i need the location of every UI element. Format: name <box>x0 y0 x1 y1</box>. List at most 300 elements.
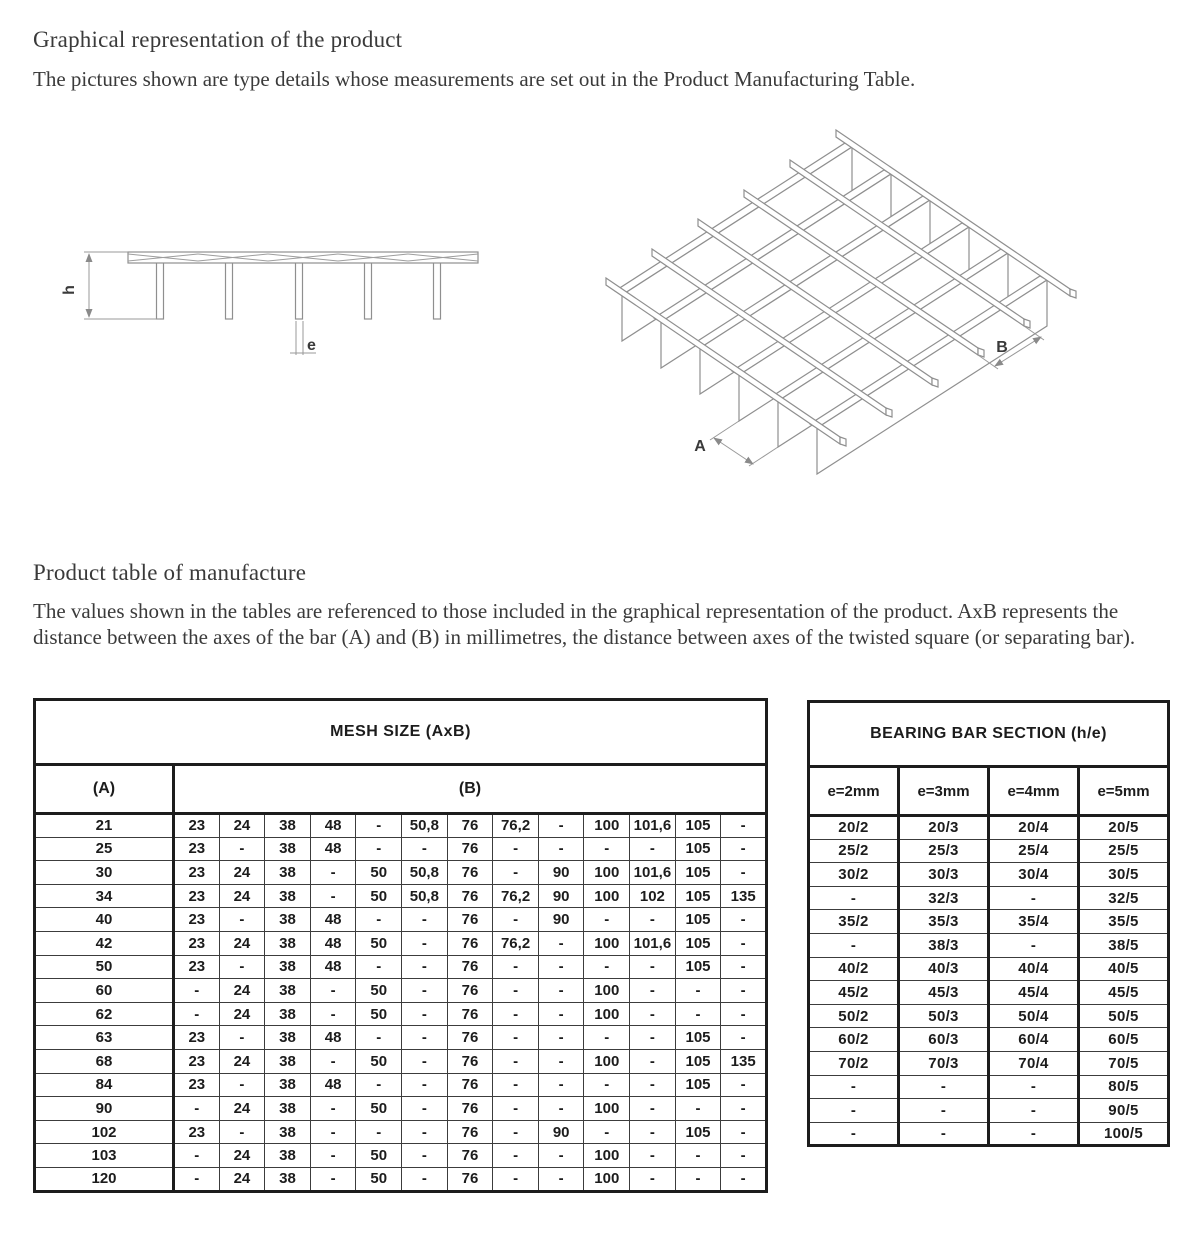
table-cell: - <box>584 837 630 861</box>
table-cell: 21 <box>35 814 174 838</box>
table-cell: - <box>538 837 584 861</box>
table-cell: 100/5 <box>1079 1122 1169 1146</box>
table-cell: 60/4 <box>989 1028 1079 1052</box>
table-cell: 38 <box>265 931 311 955</box>
table-row <box>35 861 767 885</box>
table-cell: - <box>630 1097 676 1121</box>
table-cell: 60/2 <box>809 1028 899 1052</box>
table-row <box>35 1167 767 1191</box>
table-cell: 40/5 <box>1079 957 1169 981</box>
table-cell: - <box>675 1144 721 1168</box>
table-cell: - <box>219 837 265 861</box>
table-cell: 101,6 <box>630 814 676 838</box>
table-cell: - <box>584 908 630 932</box>
table-cell: 38 <box>265 837 311 861</box>
table-cell: 25 <box>35 837 174 861</box>
dimension-a <box>694 421 778 466</box>
table-cell: 103 <box>35 1144 174 1168</box>
table-cell: 105 <box>675 1120 721 1144</box>
dim-b-label: B <box>996 339 1008 356</box>
table-cell: 90 <box>538 908 584 932</box>
table-row <box>809 886 1169 910</box>
table-cell: 50,8 <box>402 884 448 908</box>
table-cell: - <box>721 979 767 1003</box>
table-cell: 135 <box>721 884 767 908</box>
mesh-table-body <box>35 814 767 1192</box>
table-cell: 84 <box>35 1073 174 1097</box>
table-cell: - <box>538 1002 584 1026</box>
table-cell: 76 <box>447 1026 493 1050</box>
table-cell: 76 <box>447 979 493 1003</box>
table-cell: - <box>675 1097 721 1121</box>
table-cell: 90 <box>538 861 584 885</box>
table-cell: - <box>630 908 676 932</box>
side-view-drawing <box>61 252 478 355</box>
table-cell: - <box>402 1073 448 1097</box>
table-cell: 48 <box>310 1073 356 1097</box>
table-row <box>809 957 1169 981</box>
table-cell: 24 <box>219 1144 265 1168</box>
table-cell: - <box>538 1097 584 1121</box>
table-cell: - <box>402 1097 448 1121</box>
table-cell: 25/4 <box>989 839 1079 863</box>
table-cell: 105 <box>675 955 721 979</box>
table-cell: 63 <box>35 1026 174 1050</box>
table-cell: - <box>174 1167 220 1191</box>
table-cell: 23 <box>174 814 220 838</box>
table-cell: 35/5 <box>1079 910 1169 934</box>
table-cell: 34 <box>35 884 174 908</box>
table-cell: 38 <box>265 884 311 908</box>
table-cell: 23 <box>174 1026 220 1050</box>
table-cell: - <box>538 814 584 838</box>
table-cell: 23 <box>174 1120 220 1144</box>
table-cell: 70/3 <box>899 1051 989 1075</box>
table-cell: 50,8 <box>402 861 448 885</box>
table-cell: 40/4 <box>989 957 1079 981</box>
table-row <box>809 910 1169 934</box>
table-cell: 24 <box>219 1002 265 1026</box>
table-cell: 25/2 <box>809 839 899 863</box>
table-cell: 76,2 <box>493 884 539 908</box>
table-cell: - <box>402 1144 448 1168</box>
table-cell: 50/2 <box>809 1004 899 1028</box>
table-cell: 100 <box>584 979 630 1003</box>
table-row <box>35 931 767 955</box>
table-cell: - <box>675 979 721 1003</box>
table-cell: - <box>538 1049 584 1073</box>
table-row <box>35 955 767 979</box>
table-cell: 38 <box>265 1026 311 1050</box>
table-cell: - <box>721 955 767 979</box>
table-cell: 23 <box>174 861 220 885</box>
table-cell: - <box>721 1097 767 1121</box>
table-cell: - <box>630 1049 676 1073</box>
table-cell: 120 <box>35 1167 174 1191</box>
table-cell: 50/5 <box>1079 1004 1169 1028</box>
table-row <box>35 1144 767 1168</box>
table-row <box>809 863 1169 887</box>
table-cell: - <box>809 1075 899 1099</box>
table-cell: - <box>630 1073 676 1097</box>
table-row <box>809 816 1169 840</box>
table-cell: 76 <box>447 837 493 861</box>
table-cell: - <box>630 979 676 1003</box>
table-cell: - <box>721 1073 767 1097</box>
table-cell: 20/2 <box>809 816 899 840</box>
table-cell: 76 <box>447 1097 493 1121</box>
table-cell: - <box>493 1026 539 1050</box>
table-cell: - <box>721 1026 767 1050</box>
table-cell: 45/2 <box>809 981 899 1005</box>
table-row <box>809 933 1169 957</box>
table-cell: 45/3 <box>899 981 989 1005</box>
table-cell: 105 <box>675 814 721 838</box>
table-cell: - <box>402 908 448 932</box>
table-cell: 24 <box>219 884 265 908</box>
table-cell: - <box>402 931 448 955</box>
table-cell: 60/3 <box>899 1028 989 1052</box>
table-cell: 105 <box>675 1073 721 1097</box>
table-cell: - <box>402 979 448 1003</box>
table-cell: 100 <box>584 884 630 908</box>
table-cell: 105 <box>675 837 721 861</box>
table-cell: 135 <box>721 1049 767 1073</box>
table-cell: - <box>493 837 539 861</box>
table-cell: - <box>402 1002 448 1026</box>
table-row <box>809 1075 1169 1099</box>
table-cell: - <box>310 1144 356 1168</box>
table-cell: 24 <box>219 1097 265 1121</box>
bearing-header-e5: e=5mm <box>1079 767 1169 816</box>
dimension-e <box>290 321 316 355</box>
table-cell: 20/4 <box>989 816 1079 840</box>
table-cell: 38 <box>265 1097 311 1121</box>
table-cell: - <box>493 1097 539 1121</box>
table-cell: 20/3 <box>899 816 989 840</box>
table-cell: 105 <box>675 908 721 932</box>
table-cell: - <box>630 1002 676 1026</box>
bearing-table-body <box>809 816 1169 1146</box>
table-cell: 90/5 <box>1079 1099 1169 1123</box>
table-cell: - <box>675 1002 721 1026</box>
table-cell: 38/3 <box>899 933 989 957</box>
table-cell: 32/5 <box>1079 886 1169 910</box>
table-cell: 23 <box>174 884 220 908</box>
table-cell: 38 <box>265 1144 311 1168</box>
table-cell: - <box>493 908 539 932</box>
table-cell: 38 <box>265 1073 311 1097</box>
table-cell: 38 <box>265 908 311 932</box>
bearing-header-e2: e=2mm <box>809 767 899 816</box>
table-cell: - <box>493 1049 539 1073</box>
table-row <box>35 979 767 1003</box>
table-cell: - <box>538 1167 584 1191</box>
table-cell: 76 <box>447 861 493 885</box>
table-cell: - <box>219 908 265 932</box>
table-cell: 76 <box>447 908 493 932</box>
table-cell: 40/3 <box>899 957 989 981</box>
table-cell: 32/3 <box>899 886 989 910</box>
table-cell: - <box>174 1002 220 1026</box>
table-cell: - <box>493 1002 539 1026</box>
height-dimension-label: h <box>61 285 78 295</box>
table-cell: - <box>538 955 584 979</box>
table-cell: 30/4 <box>989 863 1079 887</box>
table-cell: - <box>584 955 630 979</box>
table-cell: - <box>310 861 356 885</box>
table-cell: 68 <box>35 1049 174 1073</box>
table-cell: - <box>493 861 539 885</box>
table-cell: 76 <box>447 814 493 838</box>
table-cell: 90 <box>538 884 584 908</box>
product-drawings <box>0 120 1200 550</box>
table-row <box>35 884 767 908</box>
table-cell: - <box>402 837 448 861</box>
table-cell: - <box>493 1144 539 1168</box>
table-cell: - <box>356 908 402 932</box>
table-cell: - <box>584 1026 630 1050</box>
table-cell: 25/3 <box>899 839 989 863</box>
table-cell: 50 <box>356 1144 402 1168</box>
table-cell: 100 <box>584 1144 630 1168</box>
table-cell: 105 <box>675 1049 721 1073</box>
table-cell: 45/5 <box>1079 981 1169 1005</box>
table-cell: 90 <box>35 1097 174 1121</box>
bearing-bar-section-table <box>807 700 1170 1147</box>
table-cell: 40 <box>35 908 174 932</box>
table-cell: 76 <box>447 884 493 908</box>
table-cell: 76 <box>447 1120 493 1144</box>
table-cell: - <box>989 933 1079 957</box>
section-intro-graphical: The pictures shown are type details whose measurements are set out in the Product Manufacturing Table. <box>33 67 916 91</box>
table-cell: 24 <box>219 979 265 1003</box>
table-cell: - <box>899 1075 989 1099</box>
table-row <box>35 1073 767 1097</box>
table-cell: 38 <box>265 979 311 1003</box>
table-cell: 100 <box>584 1097 630 1121</box>
table-cell: 42 <box>35 931 174 955</box>
table-row <box>35 908 767 932</box>
table-cell: 76 <box>447 1049 493 1073</box>
table-cell: 50 <box>356 1002 402 1026</box>
table-cell: - <box>356 1073 402 1097</box>
table-cell: - <box>721 1144 767 1168</box>
table-cell: 62 <box>35 1002 174 1026</box>
table-cell: - <box>402 1167 448 1191</box>
bearing-header-e3: e=3mm <box>899 767 989 816</box>
table-cell: - <box>219 955 265 979</box>
section-title-graphical: Graphical representation of the product <box>33 27 403 52</box>
table-cell: 100 <box>584 861 630 885</box>
table-cell: 38/5 <box>1079 933 1169 957</box>
table-cell: - <box>809 886 899 910</box>
table-cell: 102 <box>630 884 676 908</box>
table-cell: - <box>402 1026 448 1050</box>
table-cell: - <box>493 955 539 979</box>
table-row <box>35 1026 767 1050</box>
table-cell: 50 <box>356 931 402 955</box>
table-cell: 23 <box>174 837 220 861</box>
table-cell: 38 <box>265 1167 311 1191</box>
table-cell: 48 <box>310 1026 356 1050</box>
table-cell: - <box>538 931 584 955</box>
table-cell: - <box>584 1073 630 1097</box>
table-cell: - <box>310 1097 356 1121</box>
table-cell: 24 <box>219 1049 265 1073</box>
table-cell: - <box>899 1099 989 1123</box>
bearing-table-title: BEARING BAR SECTION (h/e) <box>809 702 1169 767</box>
table-cell: 100 <box>584 931 630 955</box>
table-cell: 24 <box>219 931 265 955</box>
table-cell: - <box>899 1122 989 1146</box>
table-cell: 76 <box>447 931 493 955</box>
table-cell: 76 <box>447 1073 493 1097</box>
table-cell: 35/4 <box>989 910 1079 934</box>
table-cell: - <box>356 1120 402 1144</box>
table-cell: - <box>630 1026 676 1050</box>
table-cell: 23 <box>174 1049 220 1073</box>
table-cell: - <box>493 1073 539 1097</box>
table-cell: - <box>809 1099 899 1123</box>
table-cell: - <box>809 1122 899 1146</box>
table-cell: 100 <box>584 814 630 838</box>
table-cell: - <box>219 1120 265 1144</box>
table-cell: 105 <box>675 884 721 908</box>
table-cell: 48 <box>310 814 356 838</box>
table-cell: 48 <box>310 955 356 979</box>
table-cell: - <box>402 1120 448 1144</box>
table-cell: 76 <box>447 1002 493 1026</box>
table-cell: 70/2 <box>809 1051 899 1075</box>
table-cell: - <box>402 955 448 979</box>
mesh-col-a-header: (A) <box>35 765 174 814</box>
table-cell: - <box>989 1122 1079 1146</box>
table-cell: 70/5 <box>1079 1051 1169 1075</box>
table-cell: 101,6 <box>630 931 676 955</box>
isometric-view-drawing <box>606 130 1076 474</box>
table-cell: 20/5 <box>1079 816 1169 840</box>
table-cell: - <box>989 886 1079 910</box>
table-cell: 30/3 <box>899 863 989 887</box>
table-cell: - <box>310 884 356 908</box>
table-cell: 50 <box>356 979 402 1003</box>
table-cell: - <box>356 955 402 979</box>
table-cell: - <box>675 1167 721 1191</box>
table-cell: 105 <box>675 931 721 955</box>
table-cell: - <box>630 1167 676 1191</box>
table-row <box>35 814 767 838</box>
table-cell: - <box>310 1002 356 1026</box>
table-cell: 105 <box>675 1026 721 1050</box>
table-cell: 25/5 <box>1079 839 1169 863</box>
table-cell: - <box>630 955 676 979</box>
table-cell: 50 <box>356 1167 402 1191</box>
mesh-col-b-header: (B) <box>174 765 767 814</box>
table-cell: 50 <box>356 1097 402 1121</box>
table-row <box>35 1049 767 1073</box>
table-cell: - <box>989 1075 1079 1099</box>
table-cell: 38 <box>265 955 311 979</box>
table-cell: - <box>174 1097 220 1121</box>
table-cell: 23 <box>174 931 220 955</box>
table-cell: - <box>538 1026 584 1050</box>
table-cell: 48 <box>310 908 356 932</box>
table-cell: 105 <box>675 861 721 885</box>
table-row <box>809 1099 1169 1123</box>
table-cell: 30/2 <box>809 863 899 887</box>
pitch-dimension-label: e <box>307 337 316 354</box>
table-cell: 50 <box>356 884 402 908</box>
table-cell: 38 <box>265 1049 311 1073</box>
table-cell: - <box>989 1099 1079 1123</box>
table-cell: 24 <box>219 861 265 885</box>
table-cell: 23 <box>174 955 220 979</box>
table-cell: 24 <box>219 1167 265 1191</box>
table-cell: 48 <box>310 837 356 861</box>
table-cell: 100 <box>584 1002 630 1026</box>
table-cell: - <box>174 979 220 1003</box>
table-cell: 38 <box>265 1002 311 1026</box>
table-cell: - <box>809 933 899 957</box>
table-cell: - <box>174 1144 220 1168</box>
table-row <box>809 1028 1169 1052</box>
table-cell: 38 <box>265 814 311 838</box>
table-cell: 100 <box>584 1167 630 1191</box>
table-row <box>809 839 1169 863</box>
table-cell: - <box>219 1026 265 1050</box>
table-row <box>35 1002 767 1026</box>
table-cell: 35/3 <box>899 910 989 934</box>
table-cell: 30 <box>35 861 174 885</box>
table-row <box>809 1122 1169 1146</box>
table-cell: 76,2 <box>493 931 539 955</box>
table-cell: 76,2 <box>493 814 539 838</box>
mesh-table-title: MESH SIZE (AxB) <box>35 700 767 765</box>
table-cell: 30/5 <box>1079 863 1169 887</box>
table-cell: - <box>538 1073 584 1097</box>
table-cell: - <box>630 1120 676 1144</box>
table-cell: - <box>310 1120 356 1144</box>
table-cell: - <box>630 1144 676 1168</box>
table-cell: - <box>402 1049 448 1073</box>
table-cell: 23 <box>174 908 220 932</box>
table-cell: - <box>721 814 767 838</box>
table-cell: 38 <box>265 861 311 885</box>
table-cell: 50 <box>356 861 402 885</box>
table-row <box>809 1051 1169 1075</box>
table-cell: 90 <box>538 1120 584 1144</box>
table-cell: - <box>493 1167 539 1191</box>
section-intro-product-table: The values shown in the tables are referenced to those included in the graphical representation of the product. AxB represents the distance between the axes of the bar (A) and (B) in millimetres, the distance between axes of the twisted square (or separating bar). <box>33 599 1136 649</box>
table-cell: - <box>721 861 767 885</box>
table-cell: 50,8 <box>402 814 448 838</box>
table-cell: - <box>493 979 539 1003</box>
section-title-product-table: Product table of manufacture <box>33 560 307 585</box>
table-row <box>809 1004 1169 1028</box>
table-row <box>35 1097 767 1121</box>
dim-a-label: A <box>694 438 706 455</box>
table-cell: - <box>356 814 402 838</box>
table-cell: - <box>584 1120 630 1144</box>
table-cell: 50/4 <box>989 1004 1079 1028</box>
table-row <box>35 1120 767 1144</box>
table-cell: 70/4 <box>989 1051 1079 1075</box>
table-cell: - <box>538 1144 584 1168</box>
mesh-size-table <box>33 698 768 1193</box>
table-cell: - <box>356 837 402 861</box>
table-cell: - <box>721 1002 767 1026</box>
